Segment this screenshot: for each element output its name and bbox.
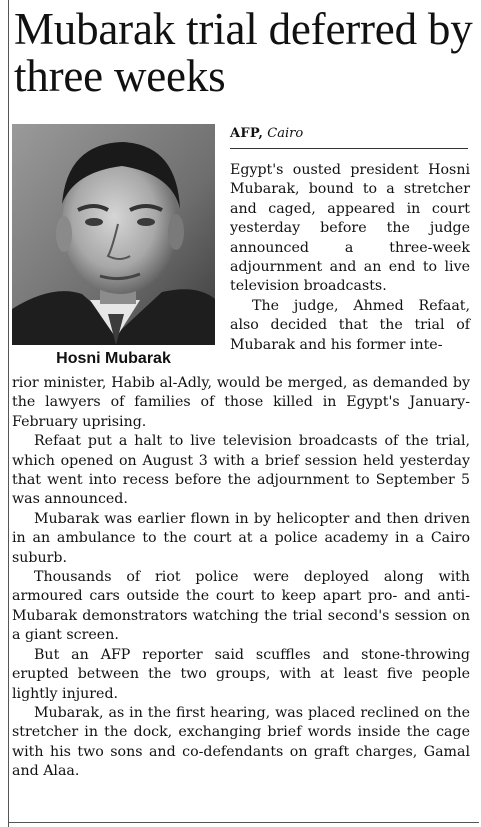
article-body-column (230, 161, 470, 355)
byline (230, 125, 468, 149)
article-body-wide (12, 374, 470, 782)
photo-caption: Hosni Mubarak (56, 350, 171, 367)
column-rule-left (8, 0, 9, 827)
paragraph: Mubarak, as in the first hearing, was placed reclined on the stretcher in the dock, exchanging brief words inside the cage with his two sons and co-defendants on graft charges, Gamal and Alaa. (12, 704, 470, 780)
byline-place: Cairo (267, 126, 304, 141)
byline-agency: AFP, (230, 126, 264, 141)
portrait-photo (12, 124, 215, 345)
paragraph: The judge, Ahmed Refaat, also decided that the trial of Mubarak and his former inte- (230, 297, 470, 353)
paragraph: Refaat put a halt to live television broadcasts of the trial, which opened on August 3 with a brief session held yesterday that went into recess before the adjournment to September 5 was announced. (12, 433, 470, 508)
portrait-illustration (12, 124, 215, 345)
paragraph: Thousands of riot police were deployed along with armoured cars outside the court to keep apart pro- and anti-Mubarak demonstrators watching the trial second's session on a giant screen. (12, 569, 470, 644)
paragraph: rior minister, Habib al-Adly, would be merged, as demanded by the lawyers of families of those killed in Egypt's January-February uprising. (12, 375, 470, 430)
paragraph: Egypt's ousted president Hosni Mubarak, bound to a stretcher and caged, appeared in court yesterday before the judge announced a three-week adjournment and an end to live television broadcasts. (230, 162, 470, 295)
headline: Mubarak trial deferred by three weeks (14, 4, 473, 101)
paragraph: Mubarak was earlier flown in by helicopter and then driven in an ambulance to the court at a police academy in a Cairo suburb. (12, 510, 470, 566)
paragraph: But an AFP reporter said scuffles and stone-throwing erupted between the two groups, with at least five people lightly injured. (12, 646, 470, 702)
column-rule-bottom (8, 822, 479, 823)
